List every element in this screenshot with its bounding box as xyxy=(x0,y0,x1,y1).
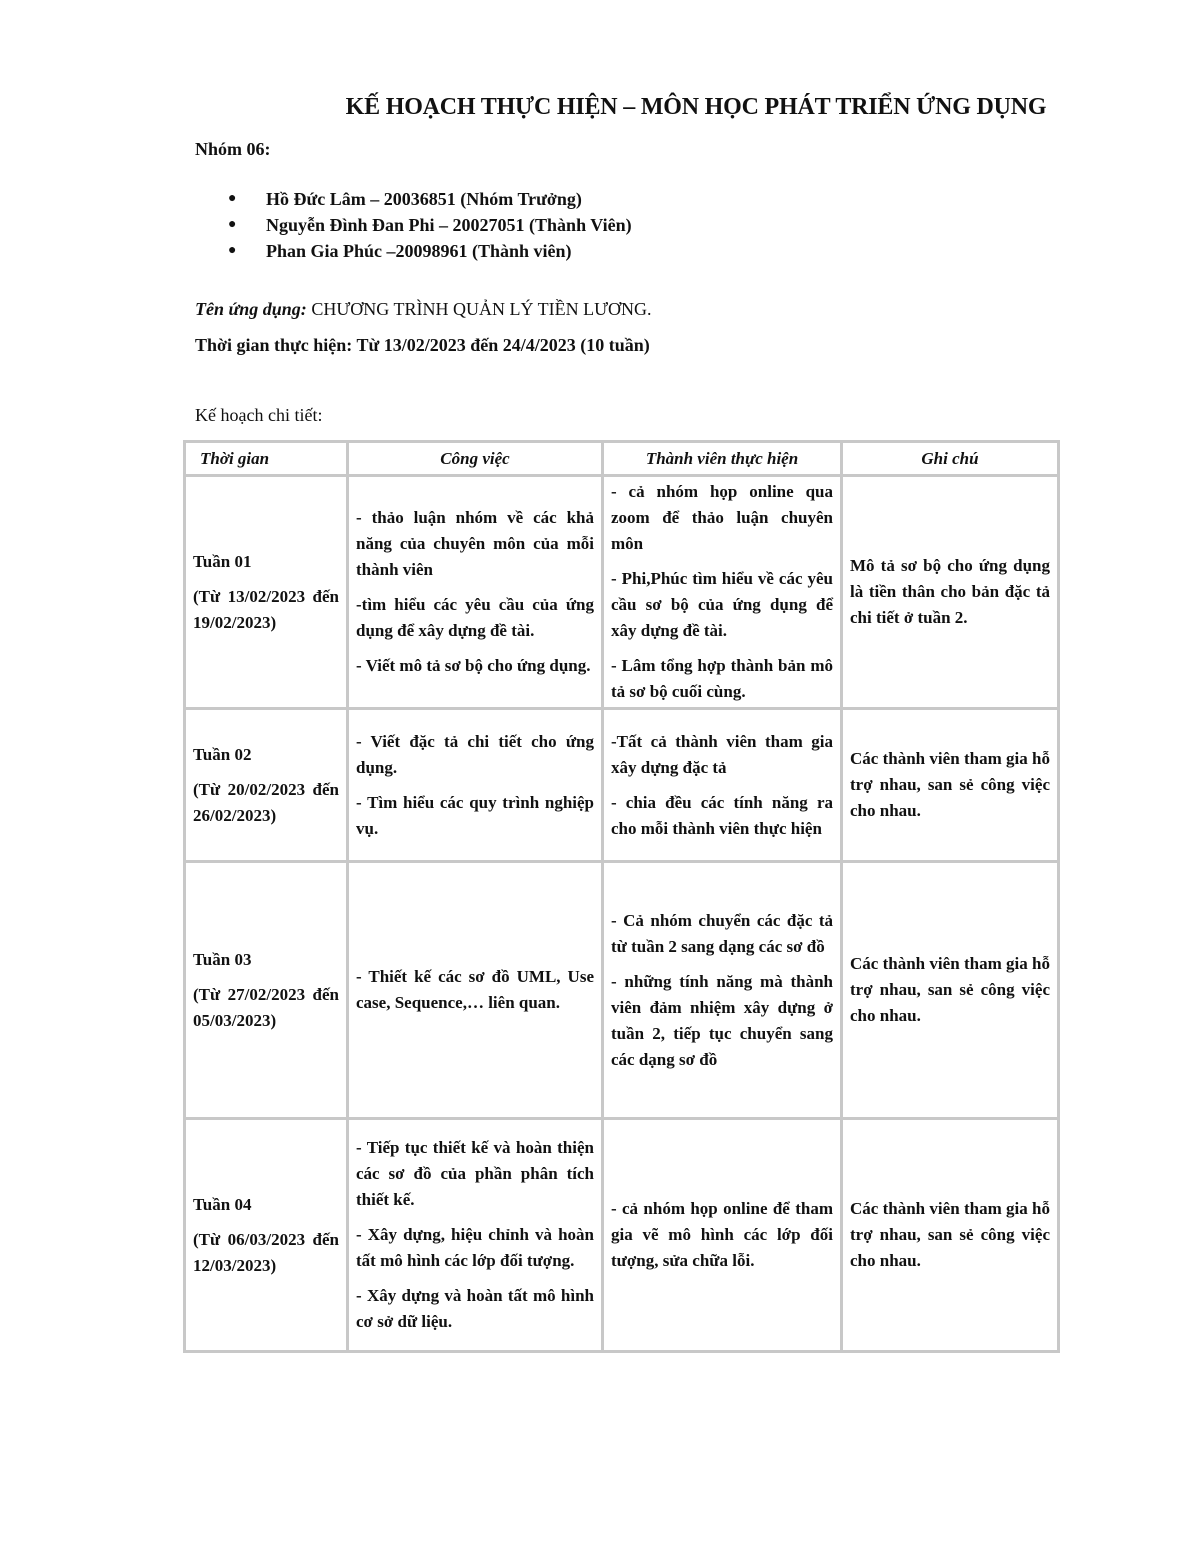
member-task: - Phi,Phúc tìm hiểu về các yêu cầu sơ bộ của ứng dụng để xây dựng đề tài. xyxy=(611,569,833,640)
header-members: Thành viên thực hiện xyxy=(603,442,842,476)
table-header-row xyxy=(185,442,1059,476)
app-name-line xyxy=(195,299,652,320)
member-task: - cả nhóm họp online qua zoom để thảo luận chuyên môn xyxy=(611,482,833,553)
task-item: - Xây dựng và hoàn tất mô hình cơ sở dữ liệu. xyxy=(356,1286,594,1331)
week-range: (Từ 06/03/2023 đến 12/03/2023) xyxy=(193,1229,339,1275)
members-cell xyxy=(603,862,842,1119)
week-range: (Từ 20/02/2023 đến 26/02/2023) xyxy=(193,779,339,825)
note-text: Các thành viên tham gia hỗ trợ nhau, san sẻ công việc cho nhau. xyxy=(850,1199,1050,1270)
week-label: Tuần 04 xyxy=(193,1194,252,1214)
members-cell xyxy=(603,709,842,862)
note-text: Các thành viên tham gia hỗ trợ nhau, san sẻ công việc cho nhau. xyxy=(850,954,1050,1025)
task-item: - Tiếp tục thiết kế và hoàn thiện các sơ đồ của phần phân tích thiết kế. xyxy=(356,1138,594,1209)
table-row xyxy=(185,709,1059,862)
note-text: Các thành viên tham gia hỗ trợ nhau, san sẻ công việc cho nhau. xyxy=(850,749,1050,820)
tasks-cell xyxy=(348,1119,603,1352)
task-item: -tìm hiểu các yêu cầu của ứng dụng để xây dựng đề tài. xyxy=(356,595,594,640)
table-row xyxy=(185,862,1059,1119)
member-task: - chia đều các tính năng ra cho mỗi thành viên thực hiện xyxy=(611,792,833,838)
member-name: Phan Gia Phúc –20098961 (Thành viên) xyxy=(266,241,572,261)
member-item xyxy=(228,212,632,238)
week-label: Tuần 01 xyxy=(193,551,252,571)
app-name-value: CHƯƠNG TRÌNH QUẢN LÝ TIỀN LƯƠNG. xyxy=(311,299,652,319)
table-row xyxy=(185,1119,1059,1352)
note-cell xyxy=(842,709,1059,862)
member-name: Hồ Đức Lâm – 20036851 (Nhóm Trưởng) xyxy=(266,189,582,209)
member-task: - cả nhóm họp online để tham gia vẽ mô hình các lớp đối tượng, sửa chữa lỗi. xyxy=(611,1199,833,1270)
bullet-icon: ● xyxy=(228,191,237,206)
header-time: Thời gian xyxy=(185,442,348,476)
week-range: (Từ 13/02/2023 đến 19/02/2023) xyxy=(193,586,339,632)
member-task: - Cả nhóm chuyển các đặc tả từ tuần 2 sang dạng các sơ đồ xyxy=(611,910,833,956)
document-title: KẾ HOẠCH THỰC HIỆN – MÔN HỌC PHÁT TRIỂN ỨNG DỤNG xyxy=(345,94,1047,120)
members-cell xyxy=(603,476,842,709)
week-label: Tuần 03 xyxy=(193,949,252,969)
member-task: - những tính năng mà thành viên đảm nhiệm xây dựng ở tuần 2, tiếp tục chuyển sang các dạng sơ đồ xyxy=(611,971,833,1069)
plan-label: Kế hoạch chi tiết: xyxy=(195,405,323,425)
time-cell xyxy=(185,709,348,862)
note-cell xyxy=(842,476,1059,709)
time-cell xyxy=(185,476,348,709)
time-cell xyxy=(185,1119,348,1352)
member-task: - Lâm tổng hợp thành bản mô tả sơ bộ cuối cùng. xyxy=(611,656,833,701)
task-item: - Viết đặc tả chi tiết cho ứng dụng. xyxy=(356,731,594,777)
task-item: - Viết mô tả sơ bộ cho ứng dụng. xyxy=(356,656,591,675)
member-item xyxy=(228,186,632,212)
member-item xyxy=(228,238,632,264)
note-cell xyxy=(842,862,1059,1119)
member-task: -Tất cả thành viên tham gia xây dựng đặc tả xyxy=(611,731,833,777)
task-item: - thảo luận nhóm về các khả năng của chuyên môn của mỗi thành viên xyxy=(356,508,594,579)
note-cell xyxy=(842,1119,1059,1352)
week-label: Tuần 02 xyxy=(193,744,252,764)
table-row xyxy=(185,476,1059,709)
member-list xyxy=(228,186,632,264)
header-notes: Ghi chú xyxy=(842,442,1059,476)
plan-table xyxy=(183,440,1060,1353)
task-item: - Thiết kế các sơ đồ UML, Use case, Sequence,… liên quan. xyxy=(356,967,594,1012)
note-text: Mô tả sơ bộ cho ứng dụng là tiền thân cho bản đặc tả chi tiết ở tuần 2. xyxy=(850,556,1050,627)
bullet-icon: ● xyxy=(228,243,237,258)
tasks-cell xyxy=(348,862,603,1119)
tasks-cell xyxy=(348,709,603,862)
group-label: Nhóm 06: xyxy=(195,139,271,159)
bullet-icon: ● xyxy=(228,217,237,232)
tasks-cell xyxy=(348,476,603,709)
time-cell xyxy=(185,862,348,1119)
week-range: (Từ 27/02/2023 đến 05/03/2023) xyxy=(193,984,339,1030)
app-name-label: Tên ứng dụng: xyxy=(195,299,307,319)
members-cell xyxy=(603,1119,842,1352)
task-item: - Xây dựng, hiệu chỉnh và hoàn tất mô hình các lớp đối tượng. xyxy=(356,1225,594,1270)
header-tasks: Công việc xyxy=(348,442,603,476)
project-period: Thời gian thực hiện: Từ 13/02/2023 đến 24/4/2023 (10 tuần) xyxy=(195,335,650,355)
task-item: - Tìm hiểu các quy trình nghiệp vụ. xyxy=(356,792,594,838)
member-name: Nguyễn Đình Đan Phi – 20027051 (Thành Viên) xyxy=(266,215,632,235)
